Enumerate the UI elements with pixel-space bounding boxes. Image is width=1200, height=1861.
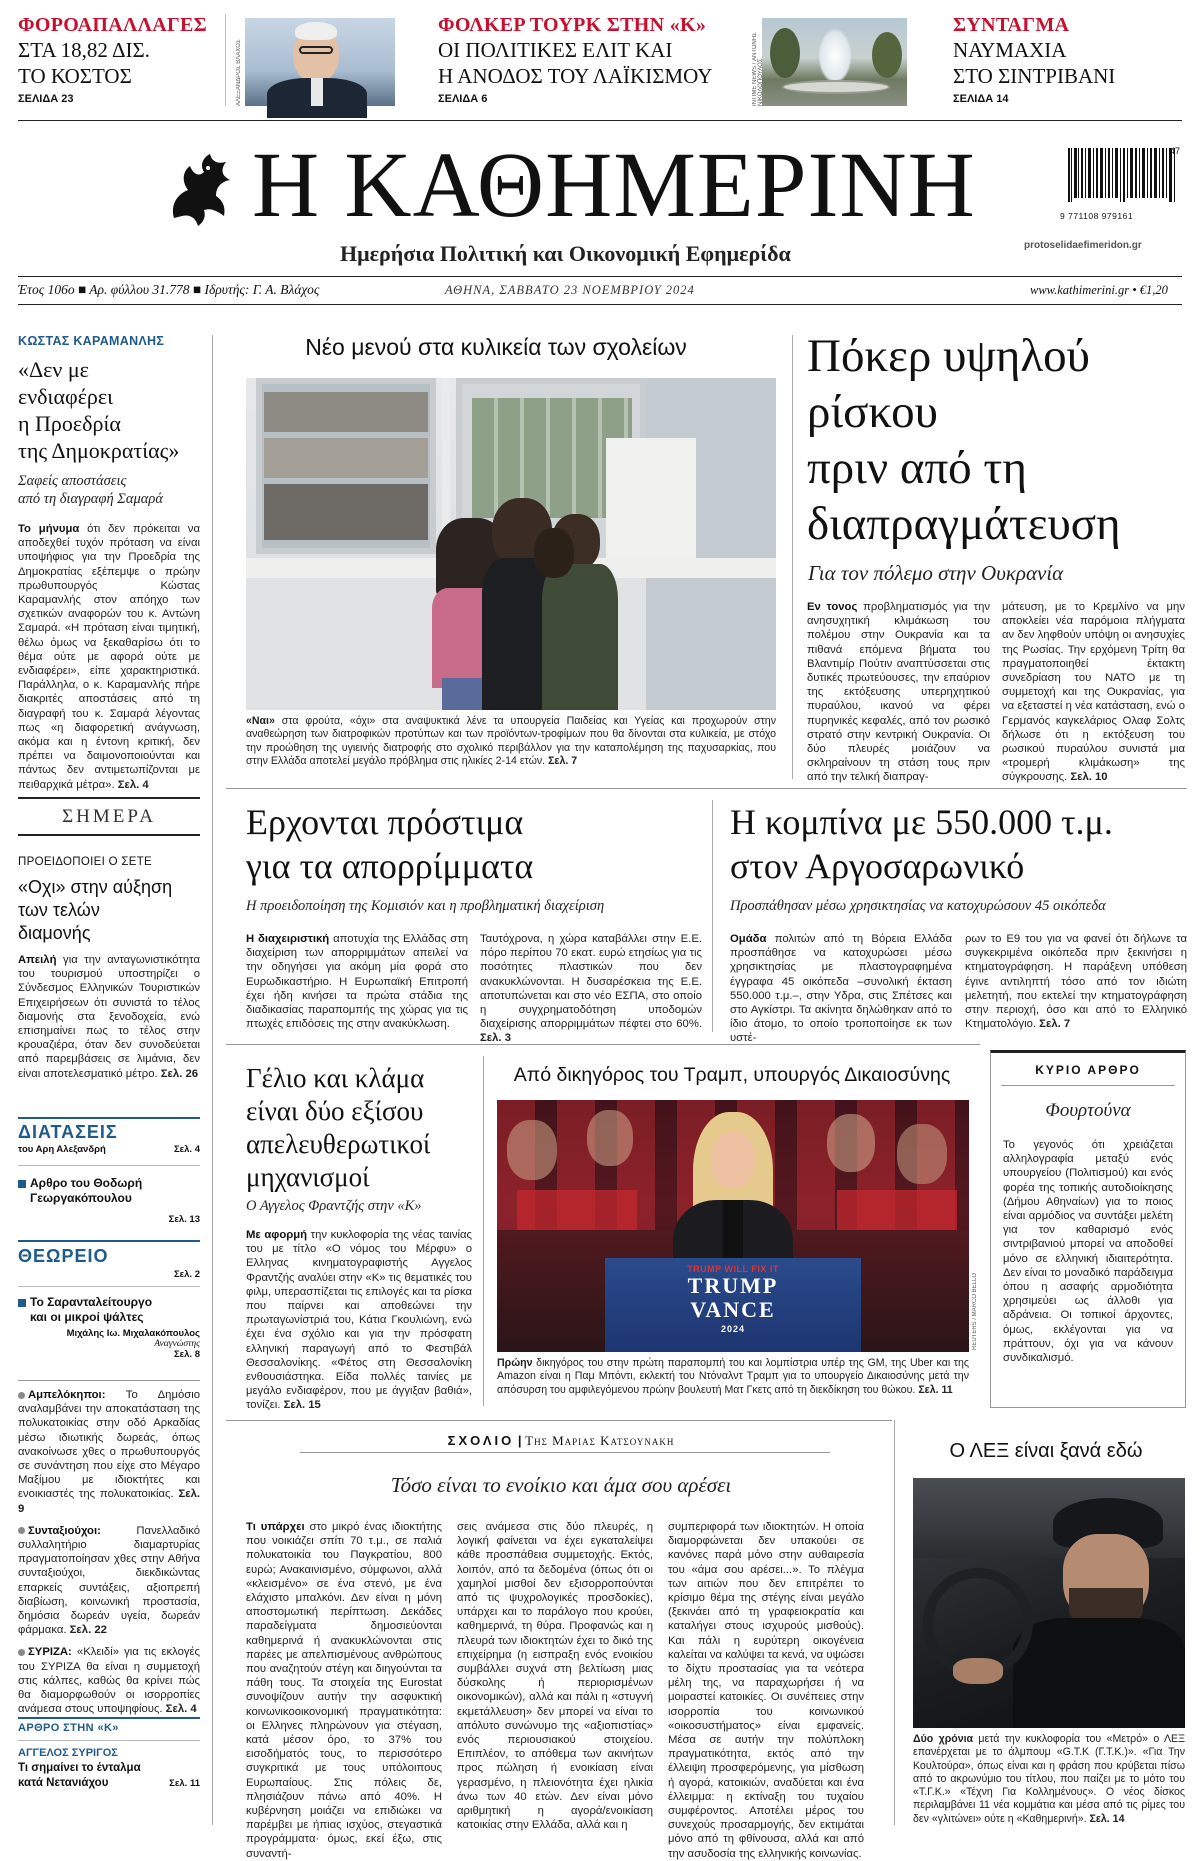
item-line: και οι μικροί ψάλτες	[30, 1310, 144, 1324]
item-line: Αρθρο του Θοδωρή	[30, 1176, 143, 1190]
editorial-box[interactable]	[990, 1050, 1186, 1408]
column-label: ΑΡΘΡΟ ΣΤΗΝ «Κ»	[18, 1722, 119, 1734]
item-line: Το Σαρανταλείτουργο	[30, 1295, 153, 1309]
divider	[18, 797, 200, 799]
title-line: Η κομπίνα με 550.000 τ.μ.	[730, 802, 1113, 842]
teaser-syntagma[interactable]	[953, 14, 1183, 105]
bullet-icon	[18, 1392, 25, 1399]
title-line: για τα απορρίμματα	[246, 846, 534, 886]
comment-body-col3	[668, 1520, 864, 1861]
teaser-title-line: ΣΤΑ 18,82 ΔΙΣ.	[18, 38, 150, 62]
page-ref: Σελ. 4	[165, 1703, 197, 1716]
square-bullet-icon	[18, 1299, 26, 1307]
karamanlis-story[interactable]	[18, 334, 200, 792]
fines-title[interactable]	[246, 800, 716, 888]
editorial-title: Φουρτούνα	[1045, 1100, 1131, 1121]
page-ref: Σελ. 14	[1089, 1812, 1125, 1825]
body-text: σεις ανάμεσα στις δύο πλευρές, η λογική φαίνεται να έχει εγκαταλείψει κάθε προσπάθεια συμμετοχής. Εκτός, λοιπόν, από τα δεδομένα (όπως ότι οι χαμηλοί μισθοί δεν εξισορροπούνται από τις ψυχρολογικές προσδοκίες), υπάρχει και το παράλογο που κρούει, καθημερινά, τη θύρα. Προφανώς και η πλευρά των ιδιοκτητών έχει το δικό της επιχείρημα (η εισπραξη ενός ενοικίου συμβάλλει συχνά στη βελτίωση μιας δύσκολης ή περιορισμένων οικονομικών), αλλά και πάλι η «στυγνή εκμετάλλευση» δεν μπορεί να είναι το απόλυτο συνώνυμο της «αξιοπιστίας» ενός περιουσιακού στοιχείου. Επιπλέον, το απόθεμα των ακινήτων προς πώληση ή ενοικίαση είναι γερασμένο, η πλειονότητα έχει ηλικία άνω των 40 ετών. Δεν είναι μόνο αριθμητική η αγορά/ενοικίαση κατοικίας στην Ελλάδα, αλλά και η	[457, 1521, 653, 1832]
bullet-icon	[18, 1527, 25, 1534]
story-body	[18, 522, 200, 792]
photo-credit: REUTERS / MARCO BELLO	[972, 1272, 978, 1350]
laughter-subtitle: Ο Αγγελος Φραντζής στην «Κ»	[246, 1198, 422, 1214]
podium-name: TRUMP	[687, 1273, 779, 1298]
page-ref: Σελ. 7	[1039, 1018, 1071, 1031]
column-divider	[894, 1420, 895, 1825]
column-divider	[483, 1056, 484, 1406]
scam-body-col1	[730, 932, 952, 1046]
column-item	[18, 1761, 200, 1791]
divider	[226, 788, 1187, 789]
page-ref: Σελ. 15	[283, 1399, 321, 1412]
brief-text: Πανελλαδικό συλλαλητήριο διαμαρτυρίας πραγματοποίησαν χθες στην Αθήνα συνταξιούχοι, διεκδικώντας επαρκείς συντάξεις, αξιοπρεπή διαβίωση, κοινωνική προστασία, δημόσια δωρεάν υγεία, δωρεάν φάρμακα.	[18, 1524, 200, 1637]
laughter-body	[246, 1228, 472, 1413]
brief-item[interactable]	[18, 1524, 200, 1638]
podium-name: VANCE	[690, 1297, 776, 1322]
teaser-page: ΣΕΛΙΔΑ 6	[438, 93, 488, 105]
poker-body-col1	[807, 600, 990, 785]
divider	[226, 1044, 980, 1045]
column-item	[18, 1295, 200, 1325]
divider	[18, 276, 1182, 277]
divider	[225, 14, 226, 106]
caption-lead: «Ναι»	[246, 715, 275, 727]
item-line: Γεωργακόπουλου	[30, 1191, 132, 1205]
diataseis-block[interactable]	[18, 1122, 200, 1225]
title-line: των τελών	[18, 900, 100, 920]
story-kicker: ΚΩΣΤΑΣ ΚΑΡΑΜΑΝΛΗΣ	[18, 334, 165, 348]
body-lead: Η διαχειριστική	[246, 933, 330, 945]
title-line: ενδιαφέρει	[18, 384, 114, 409]
title-line: διαμονής	[18, 923, 91, 943]
teaser-photo-fountain	[762, 18, 907, 106]
page-ref: Σελ. 13	[168, 1214, 200, 1225]
body-lead: Με αφορμή	[246, 1229, 308, 1241]
teaser-page: ΣΕΛΙΔΑ 14	[953, 93, 1009, 105]
page-ref: Σελ. 4	[173, 1144, 200, 1155]
body-lead: Τι υπάρχει	[246, 1521, 305, 1533]
page-ref: Σελ. 2	[173, 1269, 200, 1280]
title-line: Γέλιο και κλάμα	[246, 1063, 425, 1093]
column-author: του Αρη Αλεξανδρή	[18, 1144, 106, 1155]
column-divider	[712, 800, 713, 1032]
title-line: μηχανισμοί	[246, 1162, 370, 1192]
column-author: ΑΓΓΕΛΟΣ ΣΥΡΙΓΟΣ	[18, 1747, 118, 1759]
bullet-icon	[18, 1649, 25, 1656]
divider	[300, 1452, 830, 1453]
title-line: Πόκερ υψηλού	[807, 330, 1090, 382]
subtitle-line: Σαφείς αποστάσεις	[18, 473, 127, 489]
comment-author: Της Μαριας Κατσουνακη	[525, 1433, 675, 1448]
title-line: η Προεδρία	[18, 411, 121, 436]
fines-subtitle: Η προειδοποίηση της Κομισιόν και η προβληματική διαχείριση	[246, 898, 605, 914]
barcode	[1066, 148, 1184, 210]
title-line: διαπραγμάτευση	[807, 498, 1121, 550]
barcode-top: 47	[1170, 146, 1181, 156]
editorial-label: ΚΥΡΙΟ ΑΡΘΡΟ	[1035, 1063, 1141, 1077]
item-line: κατά Νετανιάχου	[18, 1777, 109, 1789]
column-title: ΘΕΩΡΕΙΟ	[18, 1246, 109, 1266]
body-text: για την ανταγωνιστικότητα του τουρισμού υποστηρίζει ο Σύνδεσμος Ελληνικών Τουριστικών Επιχειρήσεων ότι συνιστά το τέλος διαμονής στα ξενοδοχεία, ενώ επισημαίνει πως το τέλος στην κρουαζιέρα, όταν δεν συνοδεύεται από παρεμβάσεις σε λιμάνια, δεν είναι αποτελεσματικό μέτρο.	[18, 954, 200, 1080]
date-line: ΑΘΗΝΑ, ΣΑΒΒΑΤΟ 23 ΝΟΕΜΒΡΙΟΥ 2024	[445, 283, 695, 297]
caption-lead: Δύο χρόνια	[913, 1733, 974, 1745]
teaser-photo-turk	[245, 18, 395, 106]
divider	[18, 1380, 200, 1381]
column-author: Μιχάλης Ιω. Μιχαλακόπουλος	[66, 1328, 200, 1339]
caption-text: δικηγόρος του στην πρώτη παραπομπή του και λομπίστρια υπέρ της GM, της Uber και της Amazon είναι η Παμ Μπόντι, εκλεκτή του Ντόναλντ Τραμπ για το υπουργείο Δικαιοσύνης μετά την απόσυρση του αμφιλεγόμενου πρώην βουλευτή Ματ Γκετς από τη διεκδίκηση του θώκου.	[497, 1357, 969, 1396]
page-ref: Σελ. 8	[173, 1349, 200, 1360]
brief-lead: Συνταξιούχοι:	[28, 1524, 101, 1537]
column-title: ΔΙΑΤΑΣΕΙΣ	[18, 1122, 118, 1142]
scam-body-col2	[965, 932, 1187, 1031]
theoreio-block[interactable]	[18, 1246, 200, 1360]
today-label: ΣΗΜΕΡΑ	[62, 806, 156, 827]
column-divider	[212, 335, 213, 1825]
title-line: «Δεν με	[18, 357, 89, 382]
comment-header: ΣΧΟΛΙΟ | Της Μαριας Κατσουνακη	[447, 1433, 675, 1448]
page-ref: Σελ. 10	[1070, 771, 1108, 784]
brief-text: Το Δημόσιο αναλαμβάνει την αποκατάσταση της πολυκατοικίας στην οδό Αρκαδίας μέσω ιδιωτικής δωρεάς, όπως ανακοίνωσε χθες ο πρωθυπουργός σε συνάντηση που είχε στο Μέγαρο Μαξίμου με ιδιοκτήτες και ενοικιαστές της πολυκατοικίας.	[18, 1389, 200, 1501]
briefs-list	[18, 1388, 200, 1716]
comment-title[interactable]: Τόσο είναι το ενοίκιο και άμα σου αρέσει	[390, 1473, 732, 1497]
title-line: πριν από τη	[807, 442, 1027, 494]
page-ref: Σελ. 26	[160, 1067, 199, 1080]
page-ref: Σελ. 3	[480, 1032, 511, 1045]
author-role: Αναγνώστης	[154, 1339, 200, 1349]
story-subtitle	[18, 472, 200, 508]
poker-title[interactable]	[807, 328, 1187, 552]
body-text: Ταυτόχρονα, η χώρα καταβάλλει στην Ε.Ε. πόρο περίπου 70 εκατ. ευρώ ετησίως για τις ποσότητες πλαστικών που δεν ανακυκλώνονται. Η δυσαρέσκεια της Ε.Ε. αποτυπώνεται και στο νέο ΕΣΠΑ, στο οποίο η συγχρηματοδότηση υποδομών διαχείρισης απορριμμάτων πέφτει στο 60%.	[480, 933, 702, 1031]
scam-title[interactable]	[730, 800, 1190, 888]
page-ref: Σελ. 4	[117, 778, 149, 791]
lex-photo	[913, 1478, 1185, 1728]
fines-body-col1	[246, 932, 468, 1031]
body-lead: Το μήνυμα	[18, 523, 80, 535]
scam-subtitle: Προσπάθησαν μέσω χρησικτησίας να κατοχυρώσουν 45 οικόπεδα	[730, 898, 1106, 914]
title-line: απελευθερωτικοί	[246, 1129, 431, 1159]
canteen-caption	[246, 715, 776, 768]
brief-lead: Αμπελόκηποι:	[28, 1389, 106, 1401]
photo-credit: ΑΛΕΞΑΝΔΡΟΣ ΒΛΑΧΟΣ	[236, 39, 242, 106]
body-lead: Ομάδα	[730, 933, 767, 945]
lex-caption	[913, 1733, 1185, 1826]
body-text: συμπεριφορά των ιδιοκτητών. Η οποία διαμορφώνεται δεν υπακούει σε κανόνες παρά μόνο στην αυθαιρεσία του «άμα σου αρέσει...». Το πλέγμα των αιτιών που δεν επιτρέπει το κρίσιμο θέμα της στέγης είναι μεγάλο (ξεκινάει από τη γραφειοκρατία και καταλήγει στους ισχυρούς μισθούς). Και πάλι η ευρύτερη οικογένεια καλείται να καλύψει τα κενά, να υψώσει το δίχτυ προστασίας για τα νεότερα μέλη της, να παραχωρήσει ή να μοιραστεί κατοικίες. Οι συνέπειες στην ισορροπία του κοινωνικού «οικοσυστήματος» είναι εμφανείς. Μέσα σε αυτήν την πολύπλοκη πραγματικότητα, εκτός από την έλλειψη προσφερόμενης, για μίσθωση ή αγορά, κατοικιών, αναδύεται και ένα έλλειμμα: η εκτίναξη του τυχαίου συμφέροντος. Αποτέλει μέρος του συνεχούς προσαρμογής, δεν εκτιμάται μόνο από τη φθίνουσα, αλλά και από την ασυδοσία της ελληνικής κοινωνίας.	[668, 1521, 864, 1860]
divider	[18, 1240, 200, 1242]
title-line: είναι δύο εξίσου	[246, 1096, 424, 1126]
item-line: Τι σημαίνει το ένταλμα	[18, 1762, 141, 1774]
comment-label: ΣΧΟΛΙΟ	[447, 1433, 515, 1448]
teaser-title-line: ΟΙ ΠΟΛΙΤΙΚΕΣ ΕΛΙΤ ΚΑΙ	[438, 38, 673, 62]
teaser-title-line: ΤΟ ΚΟΣΤΟΣ	[18, 64, 132, 88]
site-credit: protoselidaefimeridon.gr	[1024, 240, 1142, 251]
title-line: στον Αργοσαρωνικό	[730, 846, 1025, 886]
body-text: μάτευση, με το Κρεμλίνο να μην αποκλείει νέα παρόμοια πλήγματα αν δεν ληφθούν υπόψη οι ανησυχίες της Ρωσίας. Την ερχόμενη Τρίτη θα πραγματοποιηθεί έκτακτη συνεδρίαση του ΝΑΤΟ με τη συμμετοχή και της Ουκρανίας, για να εξεταστεί η νέα κατάσταση, ενώ ο Γερμανός καγκελάριος Ολαφ Σολτς δήλωσε ότι η εκτόξευση του ρωσικού πυραύλου συνιστά μια «τρομερή κλιμάκωση» της σύγκρουσης.	[1002, 601, 1185, 784]
poker-subtitle: Για τον πόλεμο στην Ουκρανία	[808, 561, 1064, 585]
brief-item[interactable]	[18, 1645, 200, 1716]
sete-story[interactable]	[18, 856, 200, 1081]
article-k-block[interactable]	[18, 1722, 200, 1791]
masthead-subtitle: Ημερήσια Πολιτική και Οικονομική Εφημερίδα	[340, 241, 791, 266]
trump-title[interactable]: Από δικηγόρος του Τραμπ, υπουργός Δικαιοσύνης	[513, 1064, 951, 1086]
caption-lead: Πρώην	[497, 1357, 533, 1369]
title-line: «Οχι» στην αύξηση	[18, 877, 173, 897]
body-text: ρων το Ε9 του για να φανεί ότι δήλωνε τα συγκεκριμένα οικόπεδα πριν ξεκινήσει η κτηματογράφηση. Η παράξενη υπόθεση έγινε αντιληπτή τόσο από τον ιδιώτη μελετητή, που εκτελεί την κτηματογράφηση στην περιοχή, όσο και από το Ελληνικό Κτηματολόγιο.	[965, 933, 1187, 1031]
story-kicker: ΠΡΟΕΙΔΟΠΟΙΕΙ Ο ΣΕΤΕ	[18, 856, 152, 868]
page-ref: Σελ. 22	[69, 1624, 107, 1637]
trump-caption	[497, 1357, 969, 1397]
poker-body-col2	[1002, 600, 1185, 785]
divider	[226, 1420, 892, 1421]
story-body	[18, 953, 200, 1081]
teaser-turk[interactable]	[438, 14, 738, 105]
website-price: www.kathimerini.gr • €1,20	[1030, 283, 1168, 297]
teaser-title-line: ΝΑΥΜΑΧΙΑ	[953, 38, 1067, 62]
masthead-title: Η ΚΑΘΗΜΕΡΙΝΗ	[252, 134, 976, 237]
teaser-kicker: ΦΟΛΚΕΡ ΤΟΥΡΚ ΣΤΗΝ «Κ»	[438, 14, 707, 36]
comment-body-col2	[457, 1520, 653, 1832]
brief-text: «Κλειδί» για τις εκλογές του ΣΥΡΙΖΑ θα είναι η συμμετοχή στις κάλπες, καθώς θα κρίνει πώς θα διαμορφωθούν οι ισορροπίες ανάμεσα στους υποψηφίους.	[18, 1646, 200, 1716]
column-divider	[792, 335, 793, 779]
title-line: της Δημοκρατίας»	[18, 438, 180, 463]
canteen-photo	[246, 378, 776, 710]
page-ref: Σελ. 9	[18, 1488, 201, 1515]
divider	[18, 120, 1182, 121]
body-text: πολιτών από τη Βόρεια Ελλάδα προσπάθησε να κατοχυρώσει μέσω χρησικτησίας με πλαστογραφημένα έγγραφα 45 οικόπεδα –συνολική έκταση 550.000 τ.μ.–, στην Υδρα, στις Σπέτσες και στο Αγκίστρι. Τα ακίνητα δηλώθηκαν από το ίδιο άτομο, το οποίο τροποποίησε εκ των υστέ-	[730, 933, 952, 1045]
brief-lead: ΣΥΡΙΖΑ:	[28, 1646, 72, 1659]
lex-title[interactable]: Ο ΛΕΞ είναι ξανά εδώ	[949, 1440, 1143, 1462]
griffin-logo	[160, 146, 240, 228]
comment-body-col1	[246, 1520, 442, 1861]
teaser-title-line: Η ΑΝΟΔΟΣ ΤΟΥ ΛΑΪΚΙΣΜΟΥ	[438, 64, 713, 88]
divider	[18, 304, 1182, 305]
page-ref: Σελ. 11	[918, 1383, 953, 1396]
page-ref: Σελ. 11	[169, 1778, 200, 1789]
caption-text: στα φρούτα, «όχι» στα αναψυκτικά λένε τα υπουργεία Παιδείας και Υγείας και προχωρούν στην αναθεώρηση των διατροφικών προτύπων και των προϊόντων-τροφίμων που θα δίνονται στα κυλικεία, με στόχο την προώθηση της υγιεινής διατροφής στο σχολικό περιβάλλον για την καταπολέμηση της παχυσαρκίας, που στην Ελλάδα αποτελεί μεγάλο πρόβλημα στις ηλικίες 2-14 ετών.	[246, 715, 776, 767]
barcode-number: 9 771108 979161	[1060, 211, 1134, 221]
teaser-kicker: ΦΟΡΟΑΠΑΛΛΑΓΕΣ	[18, 14, 208, 36]
canteen-title[interactable]: Νέο μενού στα κυλικεία των σχολείων	[305, 334, 687, 360]
podium-slogan: TRUMP WILL FIX IT	[687, 1264, 779, 1274]
divider	[18, 834, 200, 836]
title-line: ρίσκου	[807, 386, 938, 438]
fines-body-col2	[480, 932, 702, 1046]
caption-text: μετά την κυκλοφορία του «Μετρό» ο ΛΕΞ επανέρχεται με το άλμπουμ «G.T.K (Γ.Τ.Κ.)». «Για Την Κουλτούρα», όπως είναι και η φράση που κρύβεται πίσω από το ακρωνύμιο του τίτλου, που παίζει με το μότο του «Τ.Γ.Κ.» «Τέχνη Για Κολλημένους». Ο νέος δίσκος περιλαμβάνει 11 νέα κομμάτια και μέσα από τις ρίμες του δεν «γλιτώνει» ούτε η «Καθημερινή».	[913, 1733, 1185, 1825]
divider	[18, 1117, 200, 1119]
teaser-page: ΣΕΛΙΔΑ 23	[18, 93, 74, 105]
teaser-kicker: ΣΥΝΤΑΓΜΑ	[953, 14, 1070, 36]
title-line: Ερχονται πρόστιμα	[246, 802, 524, 842]
brief-item[interactable]	[18, 1388, 200, 1516]
body-lead: Εν τονος	[807, 601, 858, 613]
body-lead: Απειλή	[18, 954, 57, 966]
teaser-title-line: ΣΤΟ ΣΙΝΤΡΙΒΑΝΙ	[953, 64, 1116, 88]
subtitle-line: από τη διαγραφή Σαμαρά	[18, 491, 163, 507]
body-text: αποτυχία της Ελλάδας στη διαχείριση των απορριμμάτων απειλεί να την οδηγήσει για ακόμη μία φορά στο Ευρωδικαστήριο. Η Ευρωπαϊκή Επιτροπή έχει ήδη κινήσει τα πρώτα στάδια της διαδικασίας παραπομπής της χώρας για τις πτωχές επιδόσεις της στην ανακύκλωση.	[246, 933, 468, 1031]
body-text: ότι δεν πρόκειται να αποδεχθεί τυχόν πρόταση να είναι υποψήφιος για την Προεδρία της Δημοκρατίας εξέπεμψε ο πρώην πρωθυπουργός Κώστας Καραμανλής στον απόηχο των σχετικών αναφορών του κ. Αντώνη Σαμαρά. «Η πρόταση είναι τιμητική, θέλω όμως να ξεκαθαρίσω ότι το θέμα ούτε με αφορά ούτε με ενδιαφέρει», είπε χαρακτηριστικά. Παράλληλα, ο κ. Καραμανλής πήρε διακριτές αποστάσεις από τη διαγραφή του κ. Σαμαρά λέγοντας πως «η διαφορετική ανάγνωση, ακόμα και η έντονη κριτική, δεν πρέπει να δαιμονοποιούνται και πάντως δεν αντιμετωπίζονται με πειθαρχικά μέτρα».	[18, 523, 200, 791]
page-ref: Σελ. 7	[548, 754, 578, 767]
story-title	[18, 876, 200, 945]
divider	[18, 1717, 200, 1719]
podium-year: 2024	[720, 1324, 746, 1334]
body-text: στο μικρό ένας ιδιοκτήτης που νοικιάζει σπίτι 70 τ.μ., σε παλιά πολυκατοικία του Παγκρατίου, 800 ευρώ; Ανακαινισμένο, σύμφωνοι, αλλά «κλεισμένο» σε ένα στενό, με ένα ελάχιστο μπαλκόνι. Δεν είναι η μόνη αποστομωτική περίπτωση. Δεκάδες παραδείγματα δημοσιεύονται καθημερινά ή ανακυκλώνονται στις παρέες με απελπισμένους ανθρώπους που αναζητούν στέγη και διηγούνται τα πάθη τους. Τα στοιχεία της Eurostat συνοψίζουν αυτήν την ασφυκτική κοινωνικοοικονομική πραγματικότητα: οι Ελληνες πληρώνουν για στέγαση, κατά μέσον όρο, το 37% του εισοδήματός τους, το περισσότερο συγκριτικά με τους υπόλοιπους Ευρωπαίους. Στις πόλεις δε, πλησιάζουν πάνω από 40%. Η κυβέρνηση μοιάζει να επιδιώκει να παρέμβει με ήπιας ισχύος, στεγαστικά προγράμματα· όμως, εκεί έξω, στις συναντή-	[246, 1521, 443, 1860]
square-bullet-icon	[18, 1180, 26, 1188]
story-title	[18, 356, 200, 464]
photo-credit: INTIME NEWS / ΑΝΤΩΝΗΣ ΝΙΚΟΛΟΠΟΥΛΟΣ	[752, 32, 764, 106]
issue-info: Έτος 106ο ■ Αρ. φύλλου 31.778 ■ Ιδρυτής: Γ. Α. Βλάχος	[18, 282, 320, 297]
laughter-title[interactable]	[246, 1062, 486, 1194]
column-item	[18, 1176, 200, 1206]
teaser-tax[interactable]	[18, 14, 218, 105]
body-text: την κυκλοφορία της νέας ταινίας του με τίτλο «Ο νόμος του Μέρφυ» ο Ελληνας κινηματογραφιστής Αγγελος Φραντζής αναλύει στην «Κ» τις θεματικές του φιλμ, υπερασπίζεται τις επιλογές και τα ρίσκα που παίρνει και αποθεώνει την πρωταγωνίστριά του, Κάτια Γκουλιώνη, ενώ έχει ένα σχόλιο και για την πρόσφατη ελληνική παραγωγή από το Φεστιβάλ Θεσσαλονίκης. «Φέτος στη Θεσσαλονίκη ενθουσιάστηκα. Είδα πολλές ταινίες με μεγάλο ενδιαφέρον, που με άγγιξαν βαθιά», τονίζει.	[246, 1229, 472, 1412]
body-text: προβληματισμός για την ανησυχητική κλιμάκωση του πολέμου στην Ουκρανία και τα πιθανά επόμενα βήματα του Βλαντιμίρ Πούτιν αναπτύσσεται στις δυτικές πρωτεύουσες, την επαύριον της εκτόξευσης υπερηχητικού πυραύλου, ικανού να φέρει πυρηνικές κεφαλές, από τον ρωσικό στρατό στην κεντρική Ουκρανία. Οι δύο πλευρές μοιάζουν να σκληραίνουν τη στάση τους πριν από την τελική διαπραγ-	[807, 601, 990, 784]
editorial-body: Το γεγονός ότι χρειάζεται αλληλογραφία μεταξύ ενός υπουργείου (Πολιτισμού) και ενός φορέα της τοπικής αυτοδιοίκησης (Δήμου Αθηναίων) για το ποιος είναι αρμόδιος να συντάξει μελέτη για τον καθαρισμό ενός σιντριβανιού μπορεί να αποδοθεί μόνο σε ελληνική ιδιαιτερότητα. Δεν είναι το μοναδικό παράδειγμα όπου η ασαφής αρμοδιότητα χρησιμεύει ως άλλοθι για αδράνεια. Οι τοπικοί άρχοντες, όμως, εκλέγονται για να πράττουν, όχι για να κάνουν συνδικαλισμό.	[1003, 1139, 1173, 1365]
